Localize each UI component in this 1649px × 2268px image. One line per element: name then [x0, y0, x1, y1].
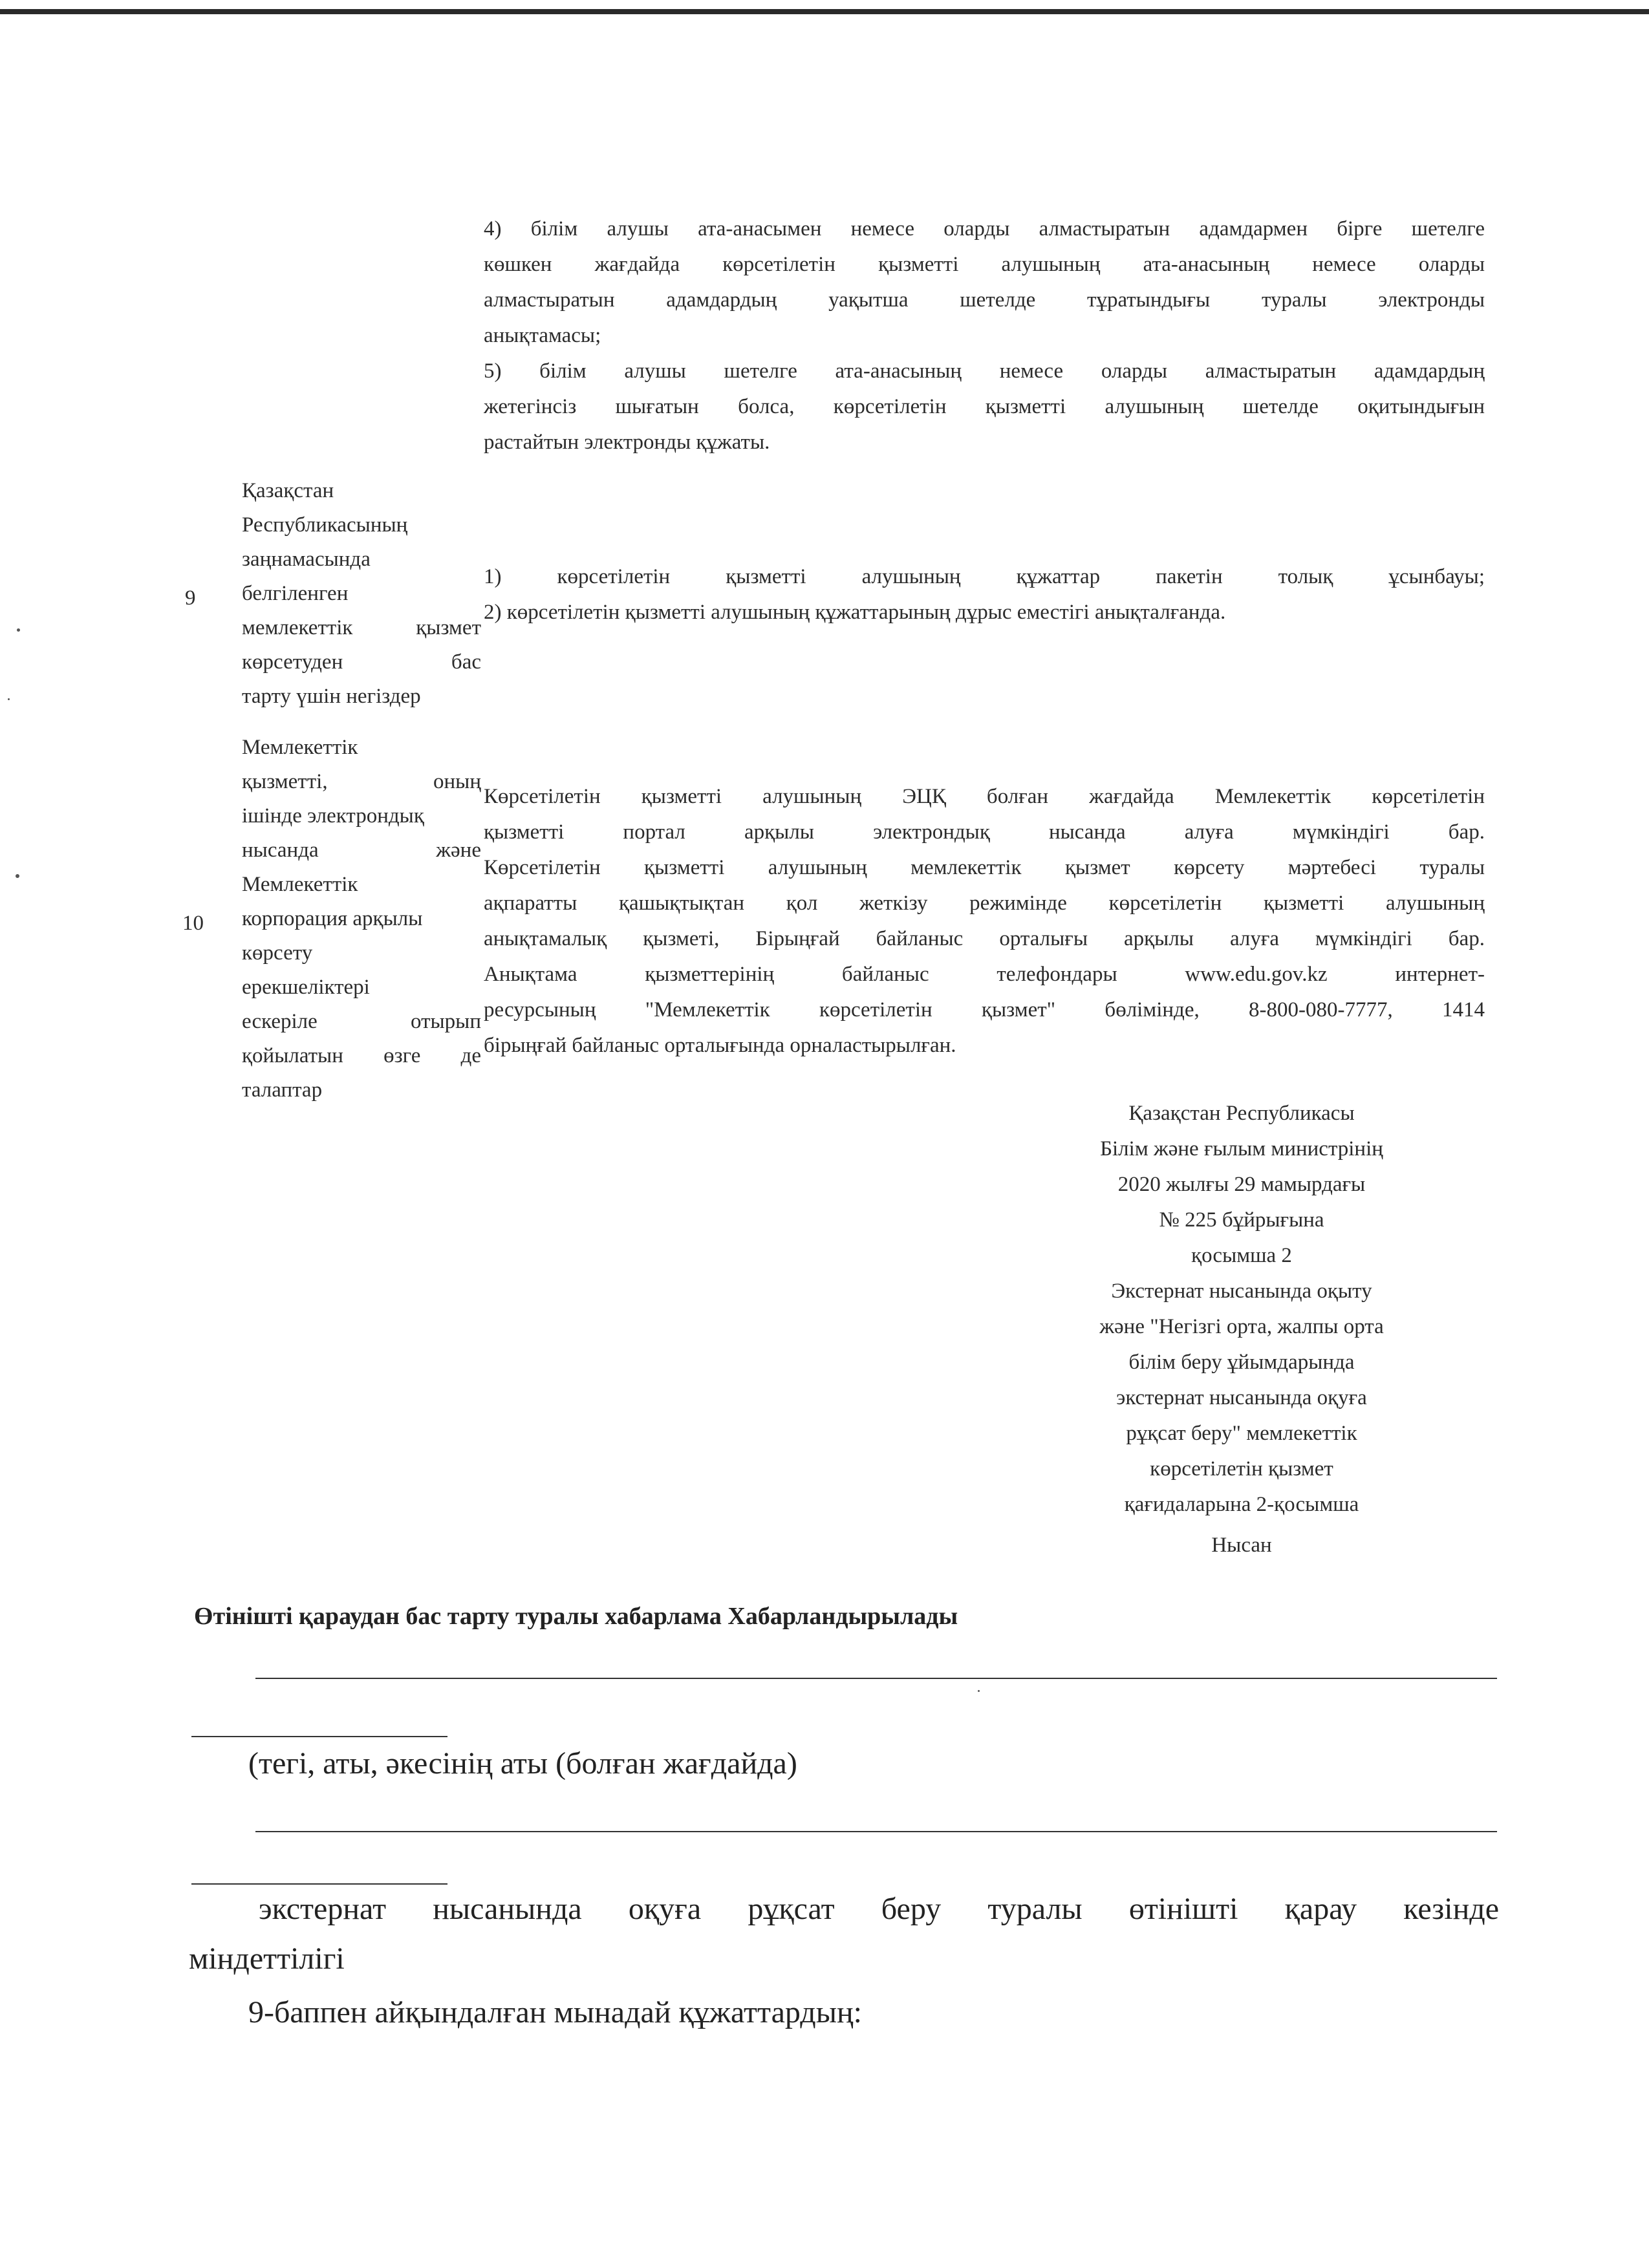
appendix-line: Білім және ғылым министрінің [1100, 1137, 1383, 1161]
text-line: қызметті портал арқылы электрондық нысанда алуға мүмкіндігі бар. [484, 820, 1485, 844]
label-line: Мемлекеттік [242, 873, 358, 896]
text-line: алмастыратын адамдардың уақытша шетелде тұратындығы туралы электронды [484, 288, 1485, 312]
appendix-line: қағидаларына 2-қосымша [1124, 1493, 1359, 1516]
label-line: Республикасының [242, 513, 408, 537]
scan-speck [16, 874, 19, 878]
appendix-line: 2020 жылғы 29 мамырдағы [1117, 1173, 1366, 1196]
text-line: Анықтама қызметтерінің байланыс телефондары www.edu.gov.kz интернет- [484, 963, 1485, 986]
row-9-label [242, 474, 481, 714]
appendix-line: № 225 бұйрығына [1159, 1208, 1324, 1232]
label-line: ерекшеліктері [242, 976, 370, 999]
row-10-label [242, 731, 481, 1107]
scan-speck [8, 698, 10, 700]
label-line: көрсету [242, 941, 313, 965]
text-line: растайтын электронды құжаты. [484, 431, 770, 454]
text-line: ресурсының "Мемлекеттік көрсетілетін қызмет" бөлімінде, 8-800-080-7777, 1414 [484, 998, 1485, 1022]
blank-line [255, 1831, 1497, 1832]
label-line: Қазақстан [242, 479, 334, 502]
label-line: корпорация арқылы [242, 907, 423, 930]
appendix-line: Экстернат нысанында оқыту [1111, 1279, 1372, 1303]
text-line: Көрсетілетін қызметті алушының ЭЦҚ болған жағдайда Мемлекеттік көрсетілетін [484, 785, 1485, 808]
label-line: қызметті, оның [242, 770, 481, 793]
text-line: жетегінсіз шығатын болса, көрсетілетін қызметті алушының шетелде оқитындығын [484, 395, 1485, 418]
text-line: 2) көрсетілетін қызметті алушының құжаттарының дұрыс еместігі анықталғанда. [484, 601, 1226, 624]
appendix-header [1061, 1096, 1423, 1563]
text-line: ақпаратты қашықтықтан қол жеткізу режимінде көрсетілетін қызметті алушының [484, 892, 1485, 915]
appendix-line: көрсетілетін қызмет [1150, 1457, 1333, 1481]
label-line: Мемлекеттік [242, 736, 358, 759]
scan-top-edge [0, 9, 1649, 14]
row-number-10: 10 [182, 912, 204, 935]
text-line: Көрсетілетін қызметті алушының мемлекеттік қызмет көрсету мәртебесі туралы [484, 856, 1485, 879]
form-body-line-1: экстернат нысанында оқуға рұқсат беру туралы өтінішті қарау кезінде [259, 1892, 1499, 1926]
form-body-line-3: 9-баппен айқындалған мынадай құжаттардың: [248, 1995, 862, 2029]
scan-speck [978, 1690, 980, 1692]
label-line: ескеріле отырып [242, 1010, 481, 1033]
label-line: мемлекеттік қызмет [242, 616, 481, 639]
text-line: анықтамалық қызметі, Бірыңғай байланыс орталығы арқылы алуға мүмкіндігі бар. [484, 927, 1485, 950]
label-line: заңнамасында [242, 548, 371, 571]
label-line: белгіленген [242, 582, 349, 605]
text-line: 4) білім алушы ата-анасымен немесе оларды алмастыратын адамдармен бірге шетелге [484, 217, 1485, 241]
scan-speck [17, 628, 20, 632]
row-number-9: 9 [185, 586, 196, 610]
name-caption: (тегі, аты, әкесінің аты (болған жағдайда) [248, 1746, 797, 1781]
appendix-line: Қазақстан Республикасы [1128, 1102, 1355, 1125]
appendix-line: және "Негізгі орта, жалпы орта [1099, 1315, 1384, 1338]
blank-line [191, 1736, 447, 1737]
label-line: талаптар [242, 1078, 323, 1102]
text-line: бірыңғай байланыс орталығында орналастырылған. [484, 1034, 956, 1057]
blank-line [191, 1883, 447, 1885]
text-line: анықтамасы; [484, 324, 601, 347]
label-line: көрсетуден бас [242, 650, 481, 674]
text-line: 1) көрсетілетін қызметті алушының құжаттар пакетін толық ұсынбауы; [484, 565, 1485, 588]
form-type-label: Нысан [1211, 1534, 1272, 1557]
appendix-line: экстернат нысанында оқуға [1116, 1386, 1367, 1409]
appendix-line: қосымша 2 [1191, 1244, 1292, 1267]
label-line: ішінде электрондық [242, 804, 424, 828]
row-9-content [484, 559, 1485, 630]
label-line: тарту үшін негіздер [242, 685, 421, 708]
form-body-line-2: міндеттілігі [189, 1942, 345, 1976]
label-line: нысанда және [242, 839, 481, 862]
top-continuation-text [484, 211, 1485, 460]
form-title: Өтінішті қараудан бас тарту туралы хабарлама Хабарландырылады [194, 1603, 958, 1630]
row-10-content [484, 779, 1485, 1064]
label-line: қойылатын өзге де [242, 1044, 481, 1067]
appendix-line: рұқсат беру" мемлекеттік [1126, 1422, 1357, 1445]
text-line: көшкен жағдайда көрсетілетін қызметті алушының ата-анасының немесе оларды [484, 253, 1485, 276]
text-line: 5) білім алушы шетелге ата-анасының немесе оларды алмастыратын адамдардың [484, 359, 1485, 383]
blank-line [255, 1678, 1497, 1679]
appendix-line: білім беру ұйымдарында [1128, 1351, 1355, 1374]
